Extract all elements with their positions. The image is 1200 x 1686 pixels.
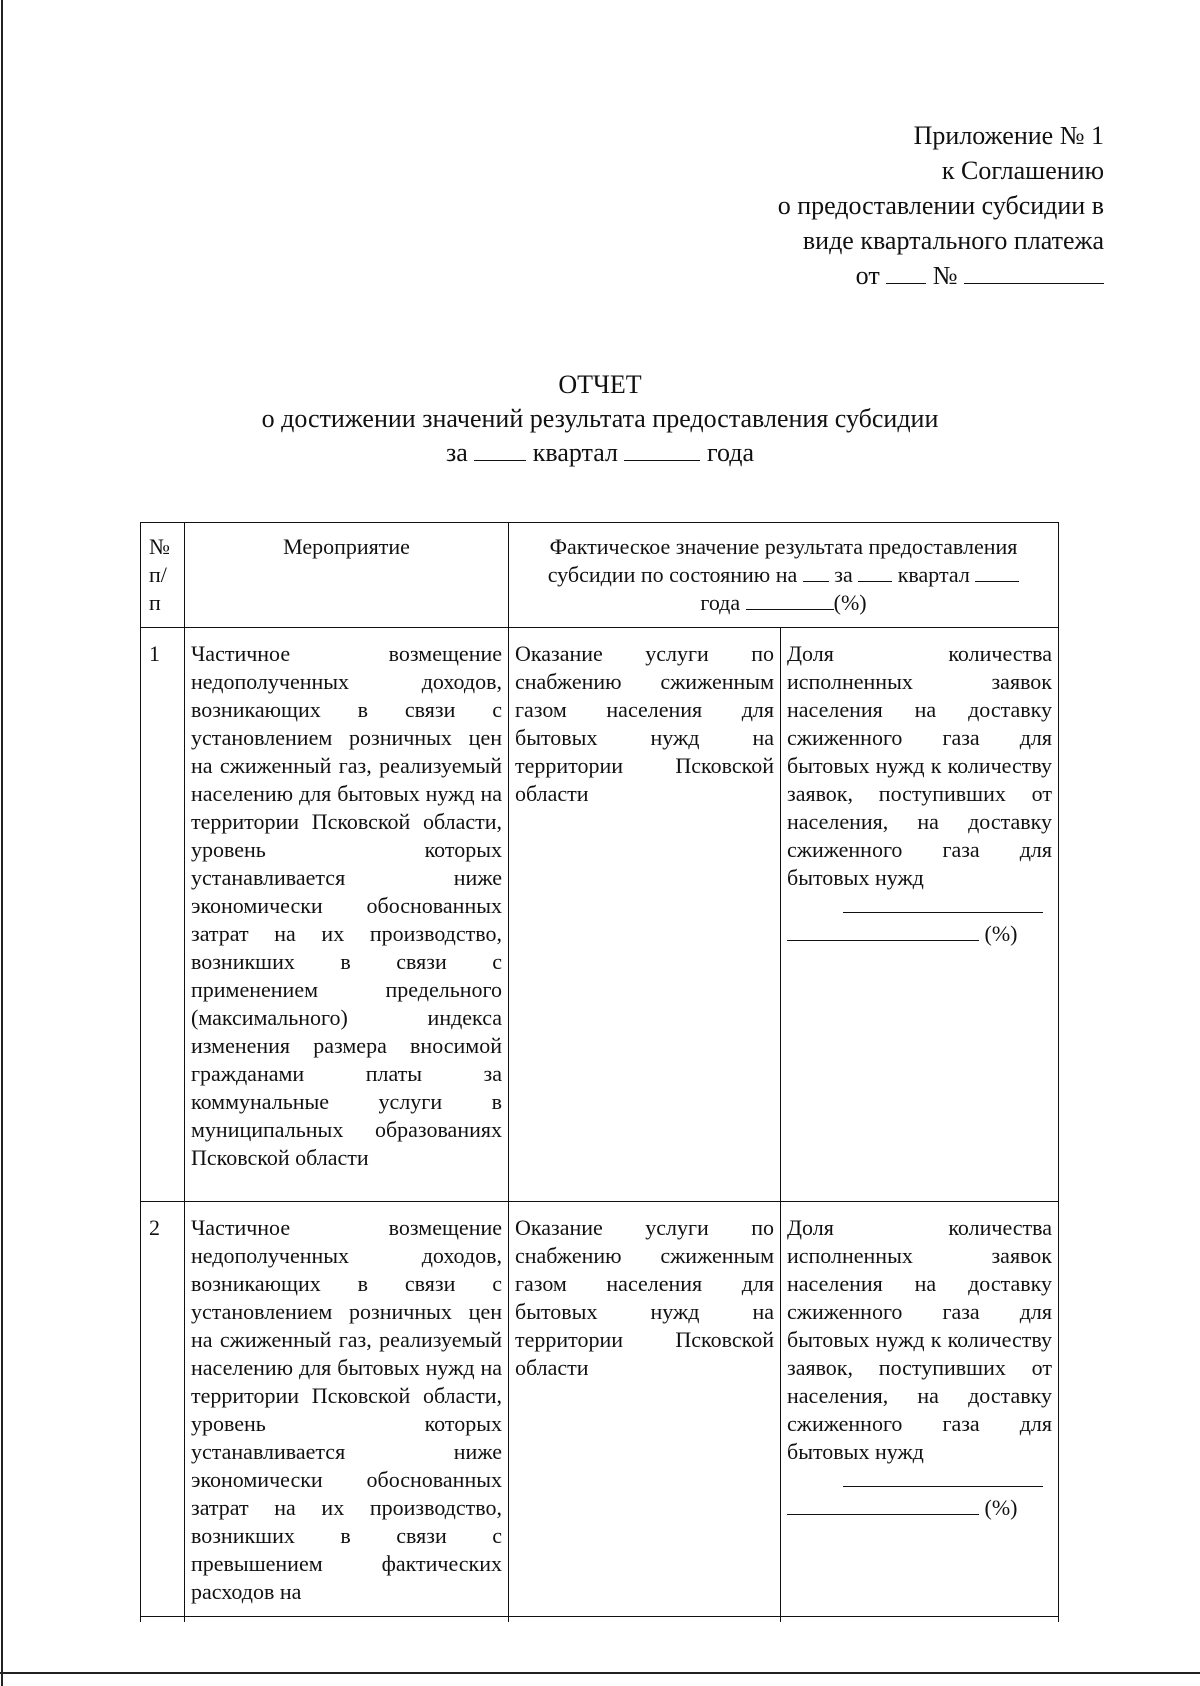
appendix-header <box>778 118 1104 293</box>
row-2-percent: (%) <box>984 1495 1018 1520</box>
as-of-blank <box>803 563 829 582</box>
row-1-percent-blank <box>787 922 979 941</box>
number-blank <box>964 261 1104 284</box>
report-title-block <box>0 368 1200 470</box>
report-subtitle: о достижении значений результата предоставления субсидии <box>261 404 939 433</box>
row-2-indicator-text: Доля количества исполненных заявок населения на доставку сжиженного газа для бытовых нужд к количеству заявок, поступивших от населения, на доставку сжиженного газа для бытовых нужд <box>787 1215 1052 1464</box>
header-activity: Мероприятие <box>185 523 509 628</box>
header-actual-line-2 <box>517 561 1050 589</box>
table-row <box>141 1202 1059 1622</box>
header-as-of: субсидии по состоянию на <box>547 562 798 587</box>
table-header-row <box>141 523 1059 628</box>
appendix-date-number <box>778 258 1104 293</box>
appendix-line-1: Приложение № 1 <box>913 121 1104 150</box>
row-1-percent: (%) <box>984 921 1018 946</box>
header-year: года <box>700 590 741 615</box>
header-percent: (%) <box>833 590 867 615</box>
row-2-num: 2 <box>141 1202 185 1622</box>
appendix-line-3: о предоставлении субсидии в <box>777 191 1104 220</box>
quarter-blank-header <box>975 563 1019 582</box>
row-1-indicator-text: Доля количества исполненных заявок населения на доставку сжиженного газа для бытовых нужд к количеству заявок, поступивших от населения, на доставку сжиженного газа для бытовых нужд <box>787 641 1052 890</box>
table-row <box>141 628 1059 1202</box>
report-title: ОТЧЕТ <box>558 370 642 399</box>
row-2-activity: Частичное возмещение недополученных доходов, возникающих в связи с установлением розничных цен на сжиженный газ, реализуемый населению для бытовых нужд на территории Псковской области, уровень которых устанавливается ниже экономически обоснованных затрат на их производство, возникших в связи с превышением фактических расходов на <box>185 1202 509 1622</box>
row-2-percent-blank <box>787 1496 979 1515</box>
header-for: за <box>834 562 853 587</box>
period-prefix: за <box>445 438 468 467</box>
year-blank <box>624 438 700 461</box>
row-1-activity: Частичное возмещение недополученных доходов, возникающих в связи с установлением розничных цен на сжиженный газ, реализуемый населению для бытовых нужд на территории Псковской области, уровень которых устанавливается ниже экономически обоснованных затрат на их производство, возникших в связи с применением предельного (максимального) индекса изменения размера вносимой гражданами платы за коммунальные услуги в муниципальных образованиях Псковской области <box>185 628 509 1202</box>
header-quarter: квартал <box>897 562 970 587</box>
header-actual-line-1: Фактическое значение результата предоставления <box>549 534 1018 559</box>
row-2-indicator-percent-line <box>787 1494 1052 1522</box>
scan-edge-left <box>1 0 3 1686</box>
date-blank <box>886 261 926 284</box>
table-bottom-border <box>140 1616 1058 1617</box>
row-1-num: 1 <box>141 628 185 1202</box>
row-2-indicator <box>781 1202 1059 1622</box>
row-1-indicator-percent-line <box>787 920 1052 948</box>
period-quarter: квартал <box>532 438 618 467</box>
header-actual-value <box>509 523 1059 628</box>
row-2-indicator-blank-1 <box>787 1466 1052 1494</box>
report-period <box>0 436 1200 470</box>
appendix-line-2: к Соглашению <box>941 156 1104 185</box>
year-blank-header <box>746 591 834 610</box>
from-label: от <box>855 261 880 290</box>
for-blank <box>858 563 892 582</box>
header-actual-line-3 <box>517 589 1050 617</box>
row-2-result: Оказание услуги по снабжению сжиженным газом населения для бытовых нужд на территории Псковской области <box>509 1202 781 1622</box>
period-year: года <box>706 438 755 467</box>
row-1-indicator <box>781 628 1059 1202</box>
row-1-result: Оказание услуги по снабжению сжиженным газом населения для бытовых нужд на территории Псковской области <box>509 628 781 1202</box>
quarter-blank <box>474 438 526 461</box>
number-label: № <box>932 261 958 290</box>
row-1-indicator-blank-1 <box>787 892 1052 920</box>
appendix-line-4: виде квартального платежа <box>802 226 1104 255</box>
report-table <box>140 522 1059 1622</box>
scan-edge-bottom <box>0 1672 1200 1674</box>
header-num: № п/п <box>141 523 185 628</box>
